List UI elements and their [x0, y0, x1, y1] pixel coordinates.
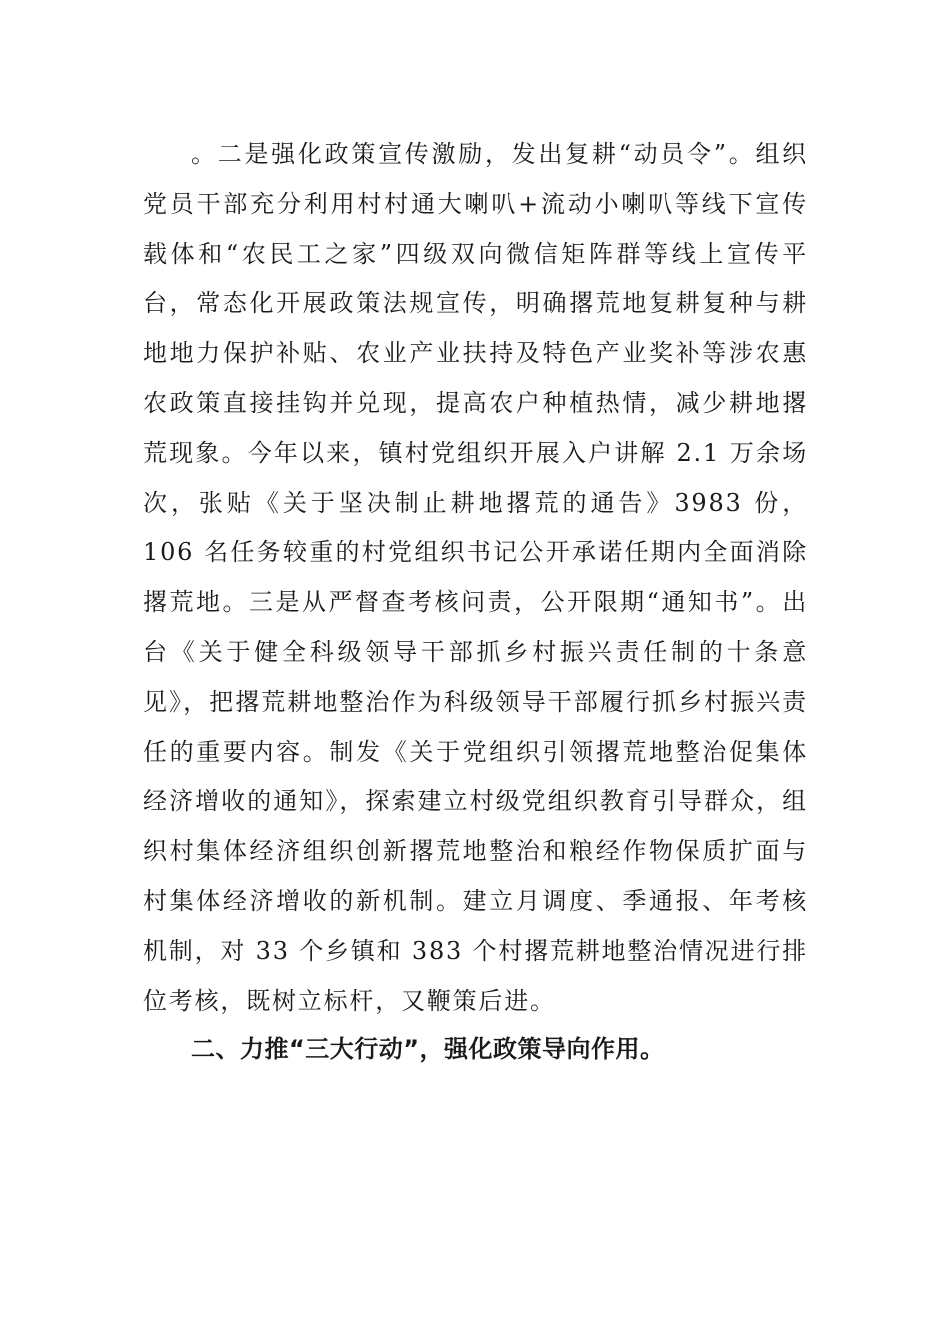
body-paragraph: 。二是强化政策宣传激励，发出复耕“动员令”。组织党员干部充分利用村村通大喇叭+流动小喇叭等线下宣传载体和“农民工之家”四级双向微信矩阵群等线上宣传平台，常态化开展政策法规宣传，明确撂荒地复耕复种与耕地地力保护补贴、农业产业扶持及特色产业奖补等涉农惠农政策直接挂钩并兑现，提高农户种植热情，减少耕地撂荒现象。今年以来，镇村党组织开展入户讲解 2.1 万余场次，张贴《关于坚决制止耕地撂荒的通告》3983 份，106 名任务较重的村党组织书记公开承诺任期内全面消除撂荒地。三是从严督查考核问责，公开限期“通知书”。出台《关于健全科级领导干部抓乡村振兴责任制的十条意见》，把撂荒耕地整治作为科级领导干部履行抓乡村振兴责任的重要内容。制发《关于党组织引领撂荒地整治促集体经济增收的通知》，探索建立村级党组织教育引导群众，组织村集体经济组织创新撂荒地整治和粮经作物保质扩面与村集体经济增收的新机制。建立月调度、季通报、年考核机制，对 33 个乡镇和 383 个村撂荒耕地整治情况进行排位考核，既树立标杆，又鞭策后进。: [143, 140, 808, 1015]
section-heading: 二、力推“三大行动”，强化政策导向作用。: [191, 1035, 665, 1063]
